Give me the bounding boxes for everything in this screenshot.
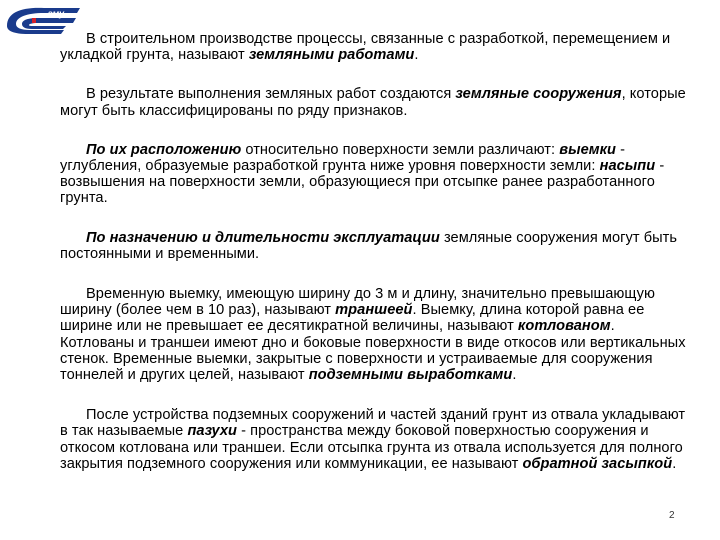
- text-run: . Котлованы и траншеи имеют дно и боковые поверхности в виде откосов или вертикальных стенок. Временные выемки, закрытые с поверхности и устраиваемые для сооружения тоннелей и других целей, называют: [60, 318, 686, 384]
- paragraph-earth-structures: [60, 86, 692, 118]
- term-emphasis: котлованом: [517, 318, 611, 335]
- text-run: . Выемку, длина которой равна ее ширине или не превышает ее десятикратной величины, называют: [60, 302, 645, 335]
- text-run: В строительном производстве процессы, связанные с разработкой, перемещением и укладкой грунта, называют: [60, 31, 671, 64]
- paragraph-by-purpose: [60, 230, 692, 262]
- term-emphasis: траншеей: [335, 302, 413, 319]
- text-run: - углубления, образуемые разработкой грунта ниже уровня поверхности земли:: [60, 141, 626, 175]
- page-number: 2: [669, 510, 675, 521]
- term-emphasis: земляные сооружения: [455, 86, 622, 103]
- text-run: земляные сооружения могут быть постоянными и временными.: [60, 229, 678, 262]
- text-run: После устройства подземных сооружений и частей зданий грунт из отвала укладывают в так называемые: [60, 407, 686, 440]
- term-emphasis: выемки: [559, 141, 617, 158]
- term-emphasis: обратной засыпкой: [522, 455, 673, 472]
- term-emphasis: земляными работами: [248, 47, 415, 64]
- text-run: Временную выемку, имеющую ширину до 3 м и длину, значительно превышающую ширину (более чем в 10 раз), называют: [60, 286, 655, 319]
- logo-inner-bar: [22, 18, 76, 29]
- term-emphasis: По назначению и длительности эксплуатации: [86, 229, 440, 246]
- term-emphasis: подземными выработками: [308, 367, 513, 384]
- logo-red-accent: [32, 18, 36, 23]
- text-run: , которые могут быть классифицированы по ряду признаков.: [60, 86, 686, 119]
- text-run: относительно поверхности земли различают:: [241, 141, 560, 158]
- paragraph-trench-pit: [60, 286, 692, 383]
- term-emphasis: насыпи: [599, 158, 656, 175]
- paragraph-backfill: [60, 407, 692, 472]
- text-run: .: [672, 455, 677, 472]
- paragraph-earthworks-definition: [60, 31, 692, 63]
- text-run: - пространства между боковой поверхностью сооружения и откосом котлована или траншеи. Если отсыпка грунта из отвала используется для полного закрытия подземного сооружения или коммуникации, ее называют: [60, 423, 683, 472]
- text-run: В результате выполнения земляных работ создаются: [86, 86, 456, 103]
- university-logo: [4, 4, 82, 34]
- text-run: .: [512, 367, 517, 384]
- slide-text-body: [60, 31, 692, 495]
- text-run: .: [414, 47, 419, 64]
- paragraph-by-location: [60, 142, 692, 207]
- term-emphasis: По их расположению: [86, 141, 242, 158]
- logo-lettering: гму: [47, 8, 65, 19]
- text-run: - возвышения на поверхности земли, образующиеся при отсыпке ранее разработанного грунта.: [60, 158, 665, 207]
- term-emphasis: пазухи: [187, 423, 237, 440]
